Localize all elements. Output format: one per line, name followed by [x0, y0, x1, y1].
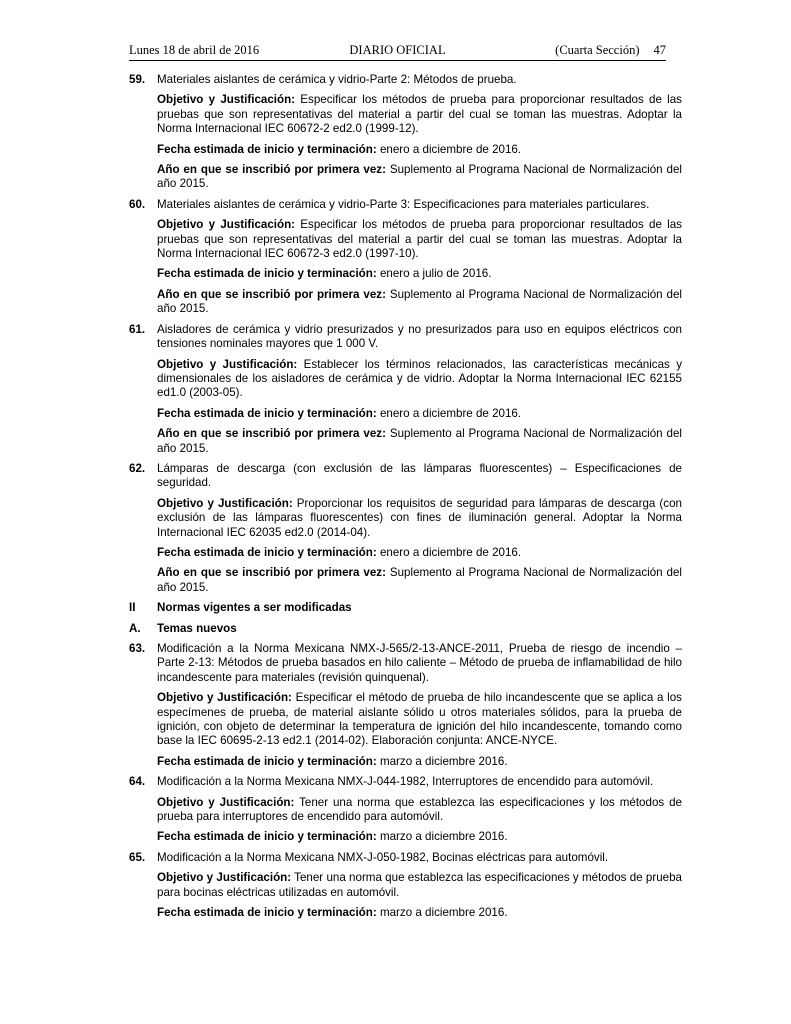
header-section-label: (Cuarta Sección): [555, 43, 640, 57]
objetivo-label: Objetivo y Justificación:: [157, 218, 296, 232]
objetivo-label: Objetivo y Justificación:: [157, 871, 292, 885]
page-number: 47: [653, 43, 666, 57]
objetivo-text: Tener una norma que establezca las especificaciones y métodos de prueba para bocinas eléctricas utilizadas en automóvil.: [157, 871, 682, 899]
item-number: 61.: [129, 322, 146, 336]
item-fecha: [157, 546, 682, 560]
header-publication: DIARIO OFICIAL: [349, 43, 446, 57]
objetivo-text: Especificar los métodos de prueba para proporcionar resultados de las pruebas que son representativas del material a partir del cual se toman las muestras. Adoptar la Norma Internacional IEC 60672-3 ed2.0 (1997-10).: [157, 218, 682, 261]
objetivo-label: Objetivo y Justificación:: [157, 93, 296, 107]
item-objetivo: [157, 497, 682, 540]
list-item: [129, 198, 682, 317]
item-title: Aisladores de cerámica y vidrio presurizados y no presurizados para uso en equipos eléctricos con tensiones nominales mayores que 1 000 V.: [157, 322, 682, 351]
anio-text: Suplemento al Programa Nacional de Normalización del año 2015.: [157, 163, 682, 191]
item-title: Lámparas de descarga (con exclusión de las lámparas fluorescentes) – Especificaciones de seguridad.: [157, 461, 682, 490]
item-objetivo: [157, 691, 682, 749]
item-fecha: [157, 906, 682, 920]
objetivo-text: Tener una norma que establezca las especificaciones y los métodos de prueba para interruptores de encendido para automóvil.: [157, 795, 682, 824]
objetivo-text: Especificar los métodos de prueba para proporcionar resultados de las pruebas que son representativas del material a partir del cual se toman las muestras. Adoptar la Norma Internacional IEC 60672-2 ed2.0 (1999-12).: [157, 93, 682, 136]
objetivo-text: Proporcionar los requisitos de seguridad para lámparas de descarga (con exclusión de las lámparas fluorescentes) con fines de iluminación general. Adoptar la Norma Internacional IEC 62035 ed2.0 (2014-04).: [157, 496, 682, 539]
fecha-label: Fecha estimada de inicio y terminación:: [157, 406, 377, 420]
anio-text: Suplemento al Programa Nacional de Normalización del año 2015.: [157, 287, 682, 316]
item-objetivo: [157, 871, 682, 900]
anio-label: Año en que se inscribió por primera vez:: [157, 566, 386, 580]
fecha-label: Fecha estimada de inicio y terminación:: [157, 830, 377, 844]
item-objetivo: [157, 93, 682, 136]
item-fecha: [157, 407, 682, 421]
subsection-number: A.: [129, 621, 141, 635]
objetivo-label: Objetivo y Justificación:: [157, 691, 292, 705]
fecha-text: marzo a diciembre 2016.: [379, 754, 508, 768]
anio-text: Suplemento al Programa Nacional de Normalización del año 2015.: [157, 427, 682, 455]
anio-label: Año en que se inscribió por primera vez:: [157, 287, 386, 301]
objetivo-label: Objetivo y Justificación:: [157, 795, 295, 809]
item-number: 60.: [129, 197, 146, 211]
item-title: Materiales aislantes de cerámica y vidrio-Parte 2: Métodos de prueba.: [157, 73, 517, 86]
fecha-text: enero a julio de 2016.: [379, 267, 492, 281]
item-number: 62.: [129, 461, 146, 475]
fecha-label: Fecha estimada de inicio y terminación:: [157, 754, 377, 768]
fecha-label: Fecha estimada de inicio y terminación:: [157, 142, 377, 156]
anio-label: Año en que se inscribió por primera vez:: [157, 427, 386, 441]
section-heading: [129, 601, 682, 615]
list-item: [129, 851, 682, 921]
item-fecha: [157, 830, 682, 844]
item-fecha: [157, 267, 682, 281]
item-objetivo: [157, 358, 682, 401]
header-section: [555, 43, 666, 58]
anio-label: Año en que se inscribió por primera vez:: [157, 163, 386, 177]
header-date: Lunes 18 de abril de 2016: [129, 43, 260, 57]
section-number: II: [129, 601, 136, 615]
anio-text: Suplemento al Programa Nacional de Normalización del año 2015.: [157, 566, 682, 594]
item-number: 63.: [129, 642, 146, 655]
item-anio: [157, 288, 682, 317]
subsection-heading: [129, 622, 682, 636]
page-header: [129, 42, 666, 61]
objetivo-text: Establecer los términos relacionados, las características mecánicas y dimensionales de los aisladores de cerámica y de vidrio. Adoptar la Norma Internacional IEC 62155 ed1.0 (2003-05).: [157, 357, 682, 400]
item-anio: [157, 427, 682, 456]
item-anio: [157, 163, 682, 192]
list-item: [129, 775, 682, 845]
objetivo-label: Objetivo y Justificación:: [157, 357, 298, 371]
list-item: [129, 642, 682, 769]
item-number: 65.: [129, 850, 146, 864]
list-item: [129, 462, 682, 595]
item-objetivo: [157, 796, 682, 825]
fecha-text: enero a diciembre de 2016.: [379, 545, 522, 559]
item-fecha: [157, 755, 682, 769]
item-objetivo: [157, 218, 682, 261]
objetivo-text: Especificar el método de prueba de hilo incandescente que se aplica a los especímenes de prueba, de material aislante sólido u otros materiales sólidos, para la prueba de ignición, con objeto de determinar la temperatura de ignición del hilo incandescente, tomando como base la IEC 60695-2-13 ed2.1 (2014-02). Elaboración conjunta: ANCE-NYCE.: [157, 691, 682, 748]
fecha-label: Fecha estimada de inicio y terminación:: [157, 267, 377, 281]
item-number: 64.: [129, 775, 146, 789]
item-title: Modificación a la Norma Mexicana NMX-J-565/2-13-ANCE-2011, Prueba de riesgo de incendio – Parte 2-13: Métodos de prueba basados en hilo caliente – Método de prueba de inflamabilidad de hilo incandescente para materiales (revisión quinquenal).: [157, 642, 682, 684]
fecha-text: enero a diciembre de 2016.: [379, 406, 522, 420]
fecha-label: Fecha estimada de inicio y terminación:: [157, 545, 377, 559]
fecha-text: enero a diciembre de 2016.: [379, 142, 522, 156]
list-item: [129, 73, 682, 192]
list-item: [129, 323, 682, 456]
item-fecha: [157, 143, 682, 157]
fecha-label: Fecha estimada de inicio y terminación:: [157, 906, 377, 920]
item-anio: [157, 566, 682, 595]
subsection-title: Temas nuevos: [157, 621, 237, 635]
objetivo-label: Objetivo y Justificación:: [157, 496, 293, 510]
item-number: 59.: [129, 73, 146, 86]
section-title: Normas vigentes a ser modificadas: [157, 601, 352, 615]
fecha-text: marzo a diciembre 2016.: [379, 906, 508, 920]
item-title: Modificación a la Norma Mexicana NMX-J-044-1982, Interruptores de encendido para automóvil.: [157, 775, 654, 789]
item-title: Modificación a la Norma Mexicana NMX-J-050-1982, Bocinas eléctricas para automóvil.: [157, 850, 609, 864]
document-body: [129, 73, 682, 927]
fecha-text: marzo a diciembre 2016.: [379, 830, 508, 844]
item-title: Materiales aislantes de cerámica y vidrio-Parte 3: Especificaciones para materiales particulares.: [157, 197, 650, 211]
